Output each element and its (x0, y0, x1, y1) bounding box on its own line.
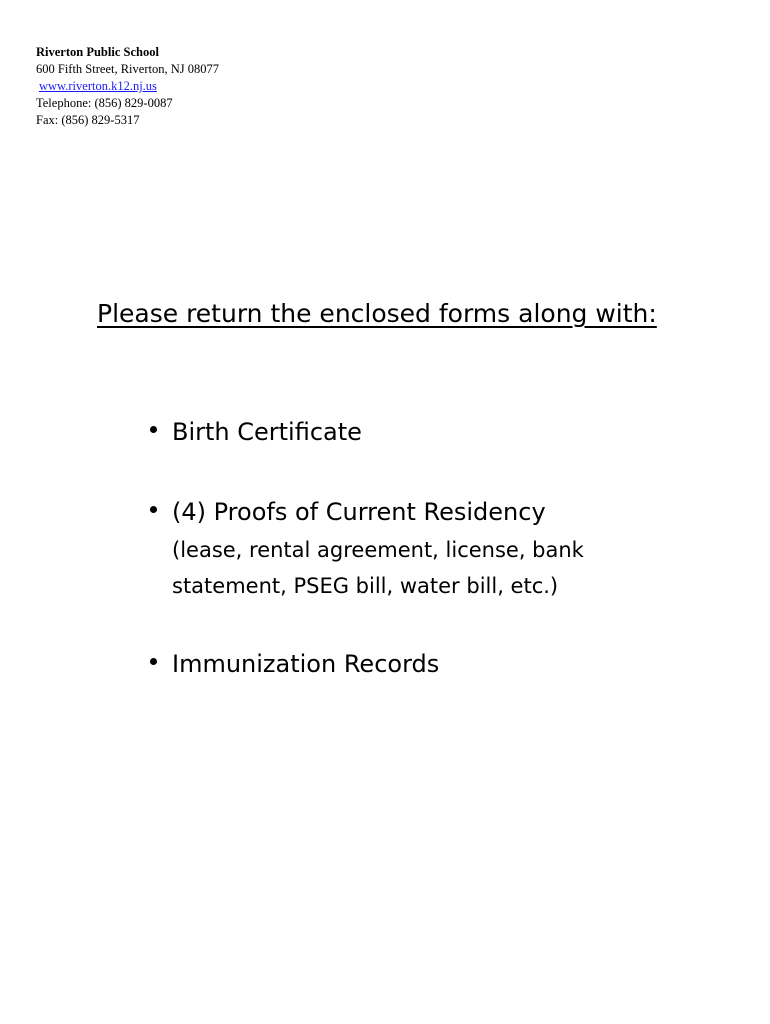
list-item-proofs-of-residency (148, 492, 708, 604)
requirements-list (148, 412, 708, 724)
bullet-icon (150, 658, 157, 665)
bullet-icon (150, 506, 157, 513)
school-telephone: Telephone: (856) 829-0087 (36, 96, 173, 110)
list-item-immunization-records (148, 644, 708, 684)
letterhead (36, 44, 219, 129)
requirement-title: (4) Proofs of Current Residency (172, 498, 546, 526)
requirement-detail: (lease, rental agreement, license, bank statement, PSEG bill, water bill, etc.) (172, 538, 584, 598)
notice-heading: Please return the enclosed forms along with: (97, 299, 657, 328)
bullet-icon (150, 426, 157, 433)
school-website-link[interactable]: www.riverton.k12.nj.us (39, 79, 157, 93)
list-item-birth-certificate (148, 412, 708, 452)
requirement-title: Birth Certificate (172, 418, 362, 446)
school-fax: Fax: (856) 829-5317 (36, 113, 140, 127)
school-address: 600 Fifth Street, Riverton, NJ 08077 (36, 62, 219, 76)
school-name: Riverton Public School (36, 45, 159, 59)
requirement-title: Immunization Records (172, 650, 440, 678)
